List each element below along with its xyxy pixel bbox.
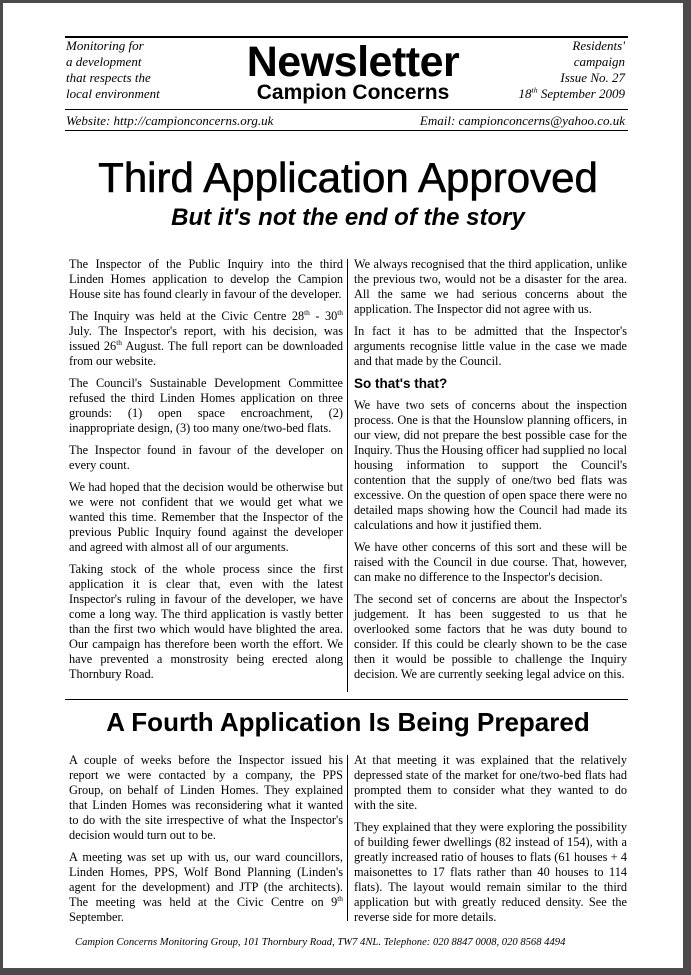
text-run: August. The full report can be downloaded from our website. (69, 339, 343, 368)
article1-headline: Third Application Approved (98, 154, 598, 201)
paragraph: Taking stock of the whole process since the first application it is clear that, even with the latest Inspector's ruling in favour of the developer, we have come a long way. The third application is vastly better than the first two which would have blighted the area. Our campaign has therefore been worth the effort. We have prevented a monstrosity being erected along Thornbury Road. (69, 562, 343, 681)
article2-headline: A Fourth Application Is Being Prepared (106, 707, 590, 737)
info-line: campaign (573, 54, 625, 69)
footer-contact: Campion Concerns Monitoring Group, 101 Thornbury Road, TW7 4NL. Telephone: 020 8847 0008, 020 8568 4494 (75, 937, 566, 948)
article2-left-column (69, 753, 343, 932)
tagline-line: a development (66, 54, 142, 69)
paragraph: The Inspector of the Public Inquiry into the third Linden Homes application to develop the Campion House site has found clearly in favour of the developer. (69, 257, 343, 301)
date-rest: September 2009 (537, 86, 625, 101)
paragraph: We had hoped that the decision would be otherwise but we were not confident that we would get what we wanted this time. Remember that the Inspector of the previous Public Inquiry found against the developer and agreed with almost all of our arguments. (69, 480, 343, 554)
section-subheading: So that's that? (354, 376, 448, 391)
website-link[interactable]: Website: http://campionconcerns.org.uk (66, 113, 274, 128)
text-run: July. The Inspector's report, with his decision, was issued 26 (69, 324, 343, 353)
tagline-line: that respects the (66, 70, 151, 85)
ordinal: th (337, 307, 343, 317)
text-run: A meeting was set up with us, our ward councillors, Linden Homes, PPS, Wolf Bond Planning (Linden's agent for the development) and JTP (the architects). The meeting was held at the Civic Centre on 9 (69, 850, 343, 909)
masthead-title-block (233, 38, 473, 104)
paragraph: A couple of weeks before the Inspector issued his report we were contacted by a company, the PPS Group, on behalf of Linden Homes. They explained that Linden Homes was reconsidering what it wanted to do with the site irrespective of what the Inspector's decision would turn out to be. (69, 753, 343, 842)
masthead-bottom-rule (65, 130, 628, 131)
newsletter-page (3, 3, 683, 968)
column-divider (347, 259, 348, 692)
ordinal: th (304, 307, 310, 317)
text-run: September. (69, 910, 124, 924)
masthead-issue-info (519, 38, 625, 102)
article1-left-column (69, 257, 343, 689)
masthead-mid-rule (65, 109, 628, 110)
text-run: - 30 (309, 309, 338, 323)
meeting-paragraph (69, 850, 343, 925)
date-suffix: th (531, 85, 538, 95)
paragraph: We always recognised that the third application, unlike the previous two, would not be a disaster for the area. All the same we had serious concerns about the application. The Inspector did not agree with us. (354, 257, 627, 316)
paragraph: In fact it has to be admitted that the Inspector's arguments recognise little value in the case we made and that made by the Council. (354, 324, 627, 368)
info-line: Residents' (572, 38, 625, 53)
tagline-line: Monitoring for (66, 38, 144, 53)
date-day: 18 (518, 86, 532, 101)
article1-right-column (354, 257, 627, 689)
newsletter-subtitle: Campion Concerns (256, 81, 450, 104)
inquiry-paragraph (69, 309, 343, 369)
paragraph: The second set of concerns are about the Inspector's judgement. It has been suggested to us that he overlooked some factors that he was duty bound to consider. If this could be clearly shown to be the case then it would be possible to challenge the Inquiry decision. We are currently seeking legal advice on this. (354, 592, 627, 681)
tagline-line: local environment (66, 86, 160, 101)
paragraph: They explained that they were exploring the possibility of building fewer dwellings (82 instead of 154), with a greatly increased ratio of houses to flats (61 houses + 4 maisonettes to 17 flats rather than 40 houses to 114 flats). The layout would remain similar to the third application but with greatly reduced density. See the reverse side for more details. (354, 820, 627, 924)
column-divider (347, 755, 348, 921)
article1-subheadline: But it's not the end of the story (171, 204, 525, 231)
ordinal: th (116, 337, 122, 347)
email-link[interactable]: Email: campionconcerns@yahoo.co.uk (419, 113, 625, 128)
ordinal: th (337, 893, 343, 903)
section-divider (65, 699, 628, 700)
newsletter-title: Newsletter (246, 38, 460, 86)
text-run: The Inquiry was held at the Civic Centre 28 (69, 309, 305, 323)
masthead-tagline (66, 38, 160, 102)
paragraph: The Council's Sustainable Development Committee refused the third Linden Homes application on three grounds: (1) open space encroachment, (2) inappropriate design, (3) too many one/two-bed flats. (69, 376, 343, 435)
paragraph: We have two sets of concerns about the inspection process. One is that the Hounslow planning officers, in our view, did not prepare the best possible case for the Inquiry. Thus the Housing officer had supplied no local housing information to support the Council's contention that the supply of one/two bed flats was excessive. On the question of open space there were no detailed maps showing how the Council had made its calculations and how it justified them. (354, 398, 627, 532)
issue-number: Issue No. 27 (560, 70, 625, 85)
article2-right-column (354, 753, 627, 932)
paragraph: We have other concerns of this sort and these will be raised with the Council in due course. That, however, can make no difference to the Inspector's decision. (354, 540, 627, 584)
issue-date (519, 86, 625, 102)
paragraph: The Inspector found in favour of the developer on every count. (69, 443, 343, 472)
paragraph: At that meeting it was explained that the relatively depressed state of the market for one/two-bed flats had prompted them to consider what they wanted to do with the site. (354, 753, 627, 812)
